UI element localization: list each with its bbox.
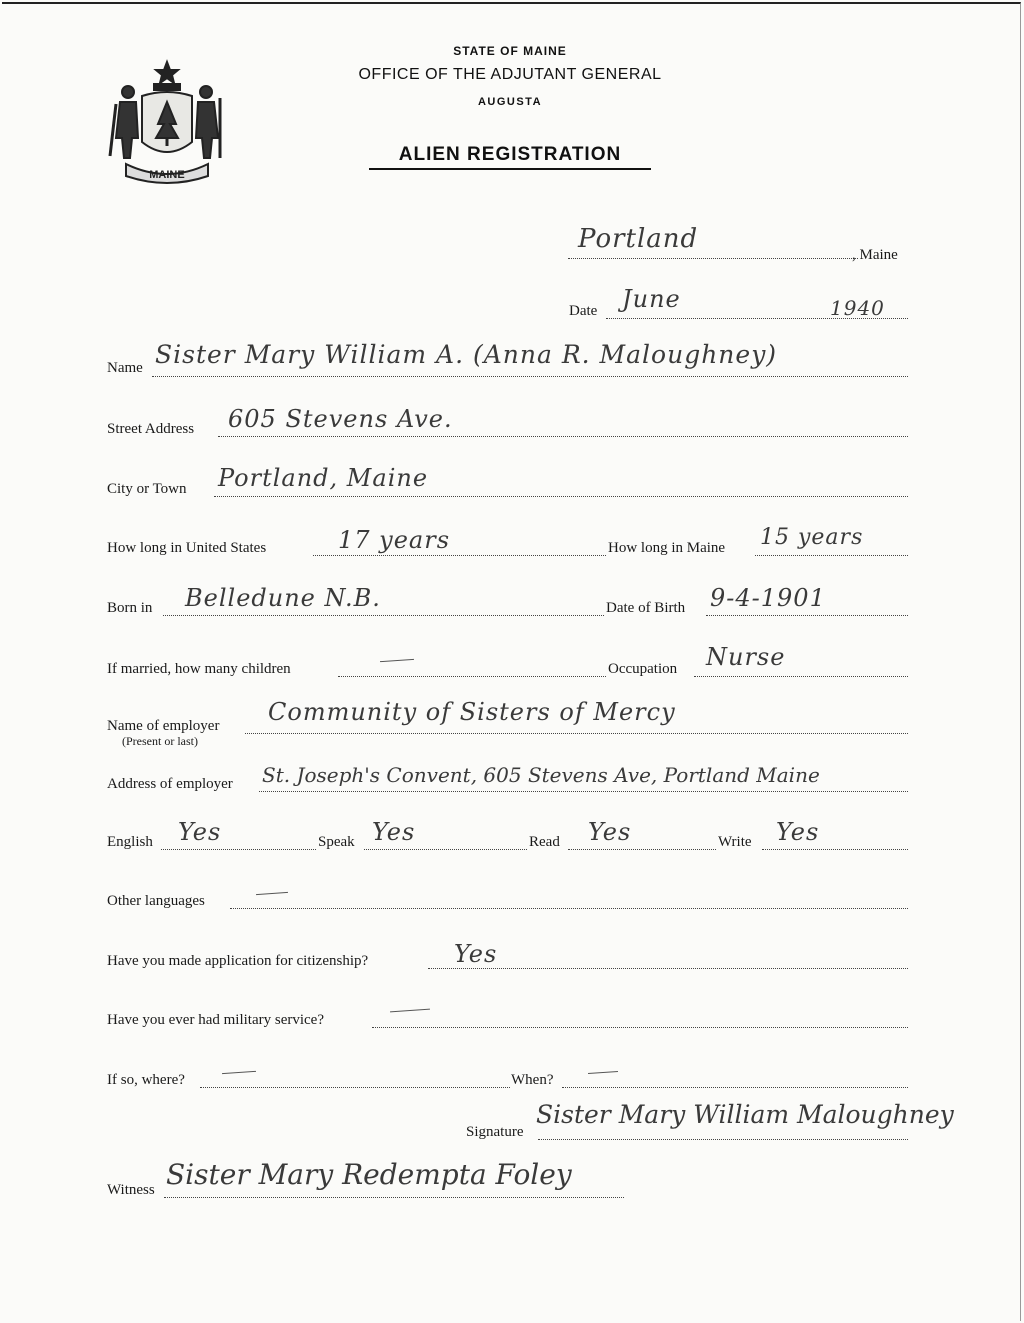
date-label: Date <box>569 303 598 319</box>
employer-value: Community of Sisters of Mercy <box>268 698 676 726</box>
military-label: Have you ever had military service? <box>107 1012 324 1028</box>
dob-value: 9-4-1901 <box>710 584 826 612</box>
street-value: 605 Stevens Ave. <box>228 405 453 433</box>
date-month-value: June <box>622 285 681 313</box>
read-line <box>568 849 716 850</box>
born-in-value: Belledune N.B. <box>185 584 381 612</box>
write-line <box>762 849 908 850</box>
speak-value: Yes <box>372 818 416 846</box>
place-value: Portland <box>578 224 699 254</box>
date-year-value: 1940 <box>830 296 885 320</box>
signature-line <box>538 1139 908 1140</box>
other-languages-line <box>230 908 908 909</box>
citizenship-line <box>428 968 908 969</box>
street-line <box>218 436 908 437</box>
employer-line <box>245 733 908 734</box>
witness-label: Witness <box>107 1182 155 1198</box>
write-value: Yes <box>776 818 820 846</box>
employer-address-value: St. Joseph's Convent, 605 Stevens Ave, Portland Maine <box>262 763 820 787</box>
occupation-label: Occupation <box>608 661 678 677</box>
street-label: Street Address <box>107 421 195 437</box>
where-label: If so, where? <box>107 1072 185 1088</box>
read-value: Yes <box>588 818 632 846</box>
witness-value: Sister Mary Redempta Foley <box>166 1158 572 1191</box>
speak-line <box>364 849 527 850</box>
english-label: English <box>107 834 153 850</box>
occupation-line <box>694 676 908 677</box>
how-long-us-line <box>313 555 606 556</box>
header-state: STATE OF MAINE <box>453 44 567 58</box>
write-label: Write <box>718 834 752 850</box>
seal-banner-text: MAINE <box>149 169 185 181</box>
married-children-label: If married, how many children <box>107 661 291 677</box>
how-long-maine-line <box>755 555 908 556</box>
how-long-maine-label: How long in Maine <box>608 540 726 556</box>
married-children-line <box>338 676 606 677</box>
name-value: Sister Mary William A. (Anna R. Maloughney) <box>155 340 778 369</box>
employer-address-line <box>259 791 908 792</box>
where-line <box>200 1087 510 1088</box>
header-city: AUGUSTA <box>477 96 543 108</box>
city-value: Portland, Maine <box>218 464 429 492</box>
maine-state-seal <box>108 58 226 190</box>
dob-line <box>706 615 908 616</box>
military-line <box>372 1027 908 1028</box>
signature-value: Sister Mary William Maloughney <box>536 1100 954 1129</box>
english-value: Yes <box>178 818 222 846</box>
when-line <box>562 1087 908 1088</box>
employer-address-label: Address of employer <box>107 776 233 792</box>
title-underline <box>369 168 651 170</box>
witness-line <box>164 1197 624 1198</box>
read-label: Read <box>529 834 560 850</box>
born-in-label: Born in <box>107 600 153 616</box>
how-long-us-label: How long in United States <box>107 540 267 556</box>
name-label: Name <box>107 360 143 376</box>
form-title: ALIEN REGISTRATION <box>398 144 622 165</box>
city-line <box>214 496 908 497</box>
header-office: OFFICE OF THE ADJUTANT GENERAL <box>358 66 662 83</box>
born-in-line <box>163 615 604 616</box>
city-label: City or Town <box>107 481 187 497</box>
citizenship-value: Yes <box>454 940 498 968</box>
english-line <box>161 849 316 850</box>
occupation-value: Nurse <box>706 643 786 671</box>
other-languages-label: Other languages <box>107 893 205 909</box>
how-long-maine-value: 15 years <box>760 525 864 550</box>
place-line <box>568 258 858 259</box>
when-label: When? <box>511 1072 554 1088</box>
employer-sublabel: (Present or last) <box>122 734 198 748</box>
name-line <box>152 376 908 377</box>
citizenship-label: Have you made application for citizenship? <box>107 953 369 969</box>
dob-label: Date of Birth <box>606 600 686 616</box>
maine-label: , Maine <box>852 247 898 263</box>
signature-label: Signature <box>466 1124 524 1140</box>
how-long-us-value: 17 years <box>338 526 451 554</box>
employer-label: Name of employer <box>107 718 220 734</box>
speak-label: Speak <box>318 834 355 850</box>
